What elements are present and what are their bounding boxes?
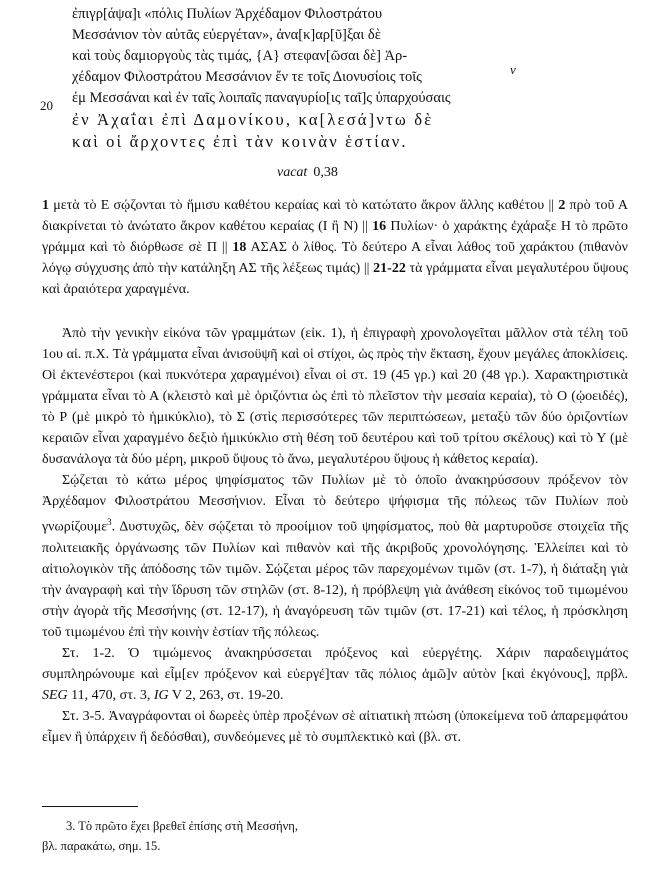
commentary-paragraph bbox=[42, 470, 628, 643]
text-run: Ἀπὸ τὴν γενικὴν εἰκόνα τῶν γραμμάτων (εἰκ. 1), ἡ ἐπιγραφὴ χρονολογεῖται μᾶλλον στὰ τέλη τοῦ 1ου αἰ. π.Χ. Τὰ γράμματα εἶναι ἀνισοϋψῆ καὶ οἱ στίχοι, ὡς πρὸς τὴν ἔκταση, ἔχουν μεγάλες ἀποκλίσεις. Οἱ ἐκτενέστεροι (καὶ πυκνότερα χαραγμένοι) εἶναι οἱ στ. 19 (45 γρ.) καὶ 20 (48 γρ.). Χαρακτηριστικὰ γράμματα εἶναι τὸ Α (κλειστὸ καὶ μὲ ὁριζόντια ὡς ἐπὶ τὸ πλεῖστον τὴν μεσαία κεραία), τὸ Ο (ᾠοειδές), τὸ Ρ (μὲ μικρὸ τὸ ἡμικύκλιο), τὸ Σ (στὶς περισσότερες τῶν περιπτώσεων, μεταξὺ τῶν δύο ὁριζοντίων κεραιῶν εἶναι χαραγμένο δεξιὸ ἡμικύκλιο στὴ θέση τοῦ δευτέρου καὶ τοῦ τρίτου σκέλους) καὶ τὸ Υ (μὲ δυσανάλογα τὰ δύο μέρη, μικροῦ ὕψους τὸ ἄνω, μεγαλυτέρου ὕψους ἡ κάθετος κεραία). bbox=[42, 326, 628, 467]
commentary bbox=[42, 323, 628, 748]
text-run: τὰ γράμματα εἶναι μεγαλυτέρου ὕψους καὶ ἀραιότερα χαραγμένα. bbox=[42, 261, 629, 297]
commentary-paragraph bbox=[42, 706, 628, 748]
critical-apparatus bbox=[42, 195, 628, 300]
text-run: μετὰ τὸ Ε σῴζονται τὸ ἥμισυ καθέτου κεραίας καὶ τὸ κατώτατο ἄκρον ἄλλης καθέτου || bbox=[49, 198, 559, 213]
italic-citation: IG bbox=[153, 687, 169, 703]
line-reference: 21-22 bbox=[373, 261, 406, 276]
line-reference: 16 bbox=[372, 219, 387, 234]
inscription-line: χέδαμον Φιλοστράτου Μεσσάνιον ἔν τε τοῖς Διονυσίοις τοῖς bbox=[72, 69, 422, 85]
vacat-value: 0,38 bbox=[313, 165, 338, 180]
text-run: 11, 470, στ. 3, bbox=[67, 687, 154, 703]
text-run: Στ. 3-5. Ἀναγράφονται οἱ δωρεὲς ὑπὲρ προξένων σὲ αἰτιατικὴ πτώση (ὑποκείμενα τοῦ ἀπαρεμφάτου εἶμεν ἢ ὑπάρχειν ἢ δεδόσθαι), συνδεόμενες μὲ τὸ συμπλεκτικὸ καὶ (βλ. στ. bbox=[42, 708, 628, 745]
inscription-line: καὶ τοὺς δαμιοργοὺς τὰς τιμάς, {Α} στεφαν[ῶσαι δὲ] Ἀρ- bbox=[72, 48, 408, 64]
footnote-rule bbox=[42, 806, 138, 807]
inscription-line: καὶ οἱ ἄρχοντες ἐπὶ τὰν κοινὰν ἑστίαν. bbox=[72, 132, 408, 151]
footnote bbox=[42, 816, 342, 856]
line-reference: 18 bbox=[232, 240, 247, 255]
inscription-text bbox=[72, 4, 592, 153]
italic-citation: SEG bbox=[42, 687, 68, 703]
text-run: πρὸ τοῦ Α διακρίνεται τὸ ἀνώτατο ἄκρον καθέτου κεραίας (Ι ἢ Ν) || bbox=[42, 198, 629, 234]
inscription-line: ἐμ Μεσσάναι καὶ ἐν ταῖς λοιπαῖς παναγυρίο[ις ταῖ]ς ὑπαρχούσαις bbox=[72, 90, 451, 106]
vacat-note bbox=[277, 165, 338, 181]
vacat-word: vacat bbox=[277, 165, 308, 180]
footnote-line: 3. Τὸ πρῶτο ἔχει βρεθεῖ ἐπίσης στὴ Μεσσήνη, bbox=[66, 819, 298, 833]
line-number: 20 bbox=[40, 98, 53, 113]
margin-mark: v bbox=[510, 62, 516, 77]
inscription-line: ἐν Ἀχαΐαι ἐπὶ Δαμονίκου, κα[λεσά]ντω δὲ bbox=[72, 110, 434, 129]
line-reference: 2 bbox=[558, 198, 566, 213]
commentary-paragraph bbox=[42, 643, 628, 706]
footnote-marker: 3 bbox=[107, 517, 112, 527]
footnote-line: βλ. παρακάτω, σημ. 15. bbox=[42, 839, 161, 853]
text-run: Σῴζεται τὸ κάτω μέρος ψηφίσματος τῶν Πυλίων μὲ τὸ ὁποῖο ἀνακηρύσσουν πρόξενον τὸν Ἀρχέδαμον Φιλοστράτου Μεσσήνιον. Εἶναι τὸ δεύτερο ψήφισμα τῆς πόλεως τῶν Πυλίων ποὺ γνωρίζουμε bbox=[42, 473, 628, 535]
apparatus-paragraph bbox=[42, 195, 628, 300]
text-run: Πυλίων· ὁ χαράκτης ἐχάραξε Η τὸ πρῶτο γράμμα καὶ τὸ διόρθωσε σὲ Π || bbox=[42, 219, 629, 255]
text-run: ΑΣΑΣ ὁ λίθος. Τὸ δεύτερο Α εἶναι λάθος τοῦ χαράκτου (πιθανὸν λόγῳ σύγχυσης ἀπὸ τὴν κατάληξη ΑΣ τῆς λέξεως τιμάς) || bbox=[42, 240, 628, 276]
text-run: Στ. 1-2. Ὁ τιμώμενος ἀνακηρύσσεται πρόξενος καὶ εὐεργέτης. Χάριν παραδειγμάτος συμπληρώνουμε καὶ εἶμ[εν πρόξενον καὶ εὐεργέ]ταν τᾶς πόλιος ἀμῶ]ν αὐτὸν [καὶ ἐκγόνους], πρβλ. bbox=[42, 645, 628, 682]
line-reference: 1 bbox=[42, 198, 49, 213]
text-run: V 2, 263, στ. 19-20. bbox=[168, 687, 284, 703]
commentary-paragraph bbox=[42, 323, 628, 470]
inscription-line: Μεσσάνιον τὸν αὐτᾶς εὐεργέταν», ἀνα[κ]αρ[ῦ]ξαι δὲ bbox=[72, 27, 381, 43]
text-run: . Δυστυχῶς, δὲν σῴζεται τὸ προοίμιον τοῦ ψηφίσματος, ποὺ θὰ μαρτυροῦσε στοιχεῖα τῆς πολιτειακῆς ὀργάνωσης τῶν Πυλίων καὶ πιθανὸν καὶ τῆς ἀκριβοῦς χρονολόγησης. Ἐλλείπει καὶ τὸ αἰτιολογικὸν τῆς ἀπόδοσης τῶν τιμῶν. Σῴζεται μέρος τῶν παρεχομένων τιμῶν (στ. 1-7), ἡ διάταξη γιὰ τὴν ἀναγραφὴ καὶ τὴν ἵδρυση τῶν στηλῶν (στ. 8-12), ἡ πρόβλεψη γιὰ ἀνάθεση εἰκόνος τοῦ τιμωμένου στὴν ἀγορὰ τῆς Μεσσήνης (στ. 12-17), ἡ ἀναγόρευση τῶν τιμῶν (στ. 17-21) καὶ τέλος, ἡ πρόσκληση τοῦ τιμωμένου ἐπὶ τὴν κοινὴν ἑστίαν τῆς πόλεως. bbox=[42, 519, 628, 640]
inscription-line: ἐπιγρ[άψα]ι «πόλις Πυλίων Ἀρχέδαμον Φιλοστράτου bbox=[72, 6, 383, 22]
